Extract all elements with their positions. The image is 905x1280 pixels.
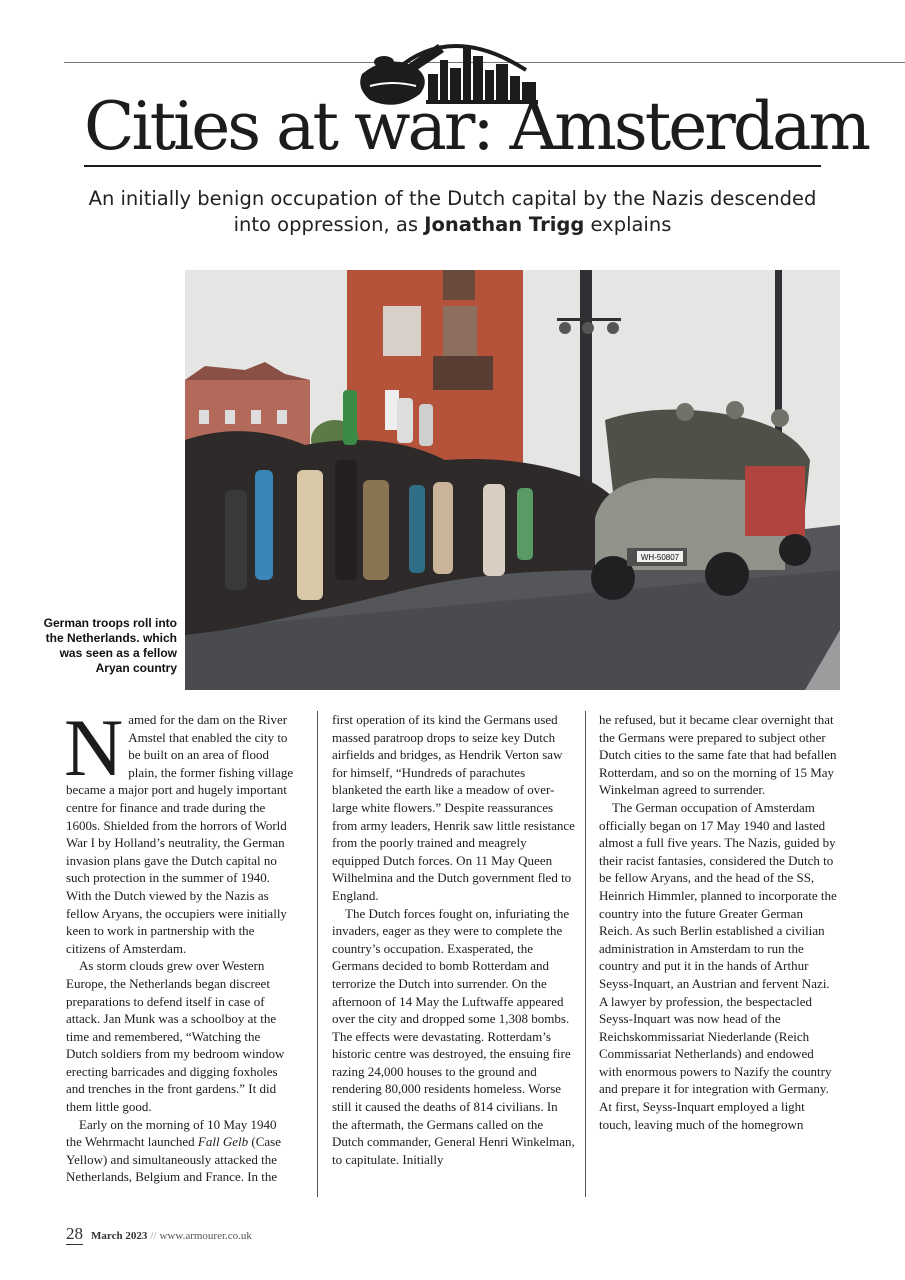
photo-caption: German troops roll into the Netherlands. which was seen as a fellow Aryan country bbox=[43, 616, 177, 675]
paragraph: he refused, but it became clear overnight that the Germans were prepared to subject other Dutch cities to the same fate that had befallen Rotterdam, and so on the morning of 15 May Winkelman agreed to surrender. bbox=[599, 712, 837, 798]
page-footer bbox=[66, 1224, 252, 1244]
photo-illustration bbox=[185, 270, 840, 690]
operation-name: Fall Gelb bbox=[197, 1134, 249, 1150]
feature-photo bbox=[185, 270, 840, 690]
body-column-2 bbox=[332, 711, 576, 1168]
author-name: Jonathan Trigg bbox=[424, 213, 585, 236]
paragraph: amed for the dam on the River Amstel that enabled the city to be built on an area of flood plain, the former fishing village became a major port and hugely important centre for finance and trade during the 1600s. Shielded from the horrors of World War I by Holland’s neutrality, the German invasion plans gave the Dutch capital no such protection in the summer of 1940. With the Dutch viewed by the Nazis as fellow Aryans, the occupiers were initially keen to work in partnership with the citizens of Amsterdam. bbox=[66, 712, 294, 956]
title-underline bbox=[84, 165, 821, 167]
issue-date: March 2023 bbox=[91, 1230, 148, 1242]
footer-separator: // bbox=[150, 1230, 157, 1242]
body-column-1 bbox=[64, 702, 294, 1186]
standfirst-text: An initially benign occupation of the Dutch capital by the Nazis descended into oppression, as bbox=[88, 187, 817, 236]
vehicle-plate: WH-50807 bbox=[640, 553, 680, 562]
paragraph bbox=[66, 1116, 294, 1186]
page-number: 28 bbox=[66, 1224, 83, 1243]
paragraph: first operation of its kind the Germans used massed paratroop drops to seize key Dutch airfields and bridges, as Hendrik Verton saw for himself, “Hundreds of parachutes blanketed the earth like a meadow of over-large white flowers.” Despite reassurances from army leaders, Henrik saw little resistance from the poorly trained and meagrely equipped Dutch forces. On 11 May Queen Wilhelmina and the Dutch government fled to England. bbox=[332, 712, 575, 903]
website-url: www.armourer.co.uk bbox=[159, 1230, 252, 1242]
standfirst bbox=[70, 186, 835, 238]
column-divider bbox=[317, 711, 318, 1197]
standfirst-end: explains bbox=[584, 213, 672, 236]
paragraph-text: (Case Yellow) and simultaneously attacked the Netherlands, Belgium and France. In the bbox=[66, 1134, 281, 1185]
paragraph-text: Early on the morning of 10 May 1940 the Wehrmacht launched bbox=[66, 1116, 277, 1150]
paragraph: The Dutch forces fought on, infuriating the invaders, eager as they were to complete the country’s occupation. Exasperated, the Germans decided to bomb Rotterdam and terrorize the Dutch into surrender. On the afternoon of 14 May the Luftwaffe appeared over the city and dropped some 1,308 bombs. The effects were devastating. Rotterdam’s historic centre was destroyed, the ensuing fire razing 24,000 houses to the ground and rendering 80,000 residents homeless. Worse still it caused the deaths of 814 civilians. In the aftermath, the Germans called on the Dutch commander, General Henri Winkelman, to capitulate. Initially bbox=[332, 905, 575, 1167]
page-title: Cities at war: Amsterdam bbox=[84, 88, 869, 165]
paragraph: The German occupation of Amsterdam officially began on 17 May 1940 and lasted almost a full five years. The Nazis, guided by their racist fantasies, considered the Dutch to be fellow Aryans, and the head of the SS, Heinrich Himmler, planned to incorporate the country into the future Greater German Reich. As such Berlin established a civilian administration in Amsterdam to run the country and put it in the hands of Arthur Seyss-Inquart, an Austrian and fervent Nazi. A lawyer by profession, the bespectacled Seyss-Inquart was now head of the Reichskommissariat Niederlande (Reich Commissariat Netherlands) and endowed with enormous powers to Nazify the country and prepare it for integration with Germany. At first, Seyss-Inquart employed a light touch, leaving much of the homegrown bbox=[599, 799, 837, 1132]
drop-cap: N bbox=[64, 702, 124, 793]
paragraph: As storm clouds grew over Western Europe, the Netherlands began discreet preparations to defend itself in case of attack. Jan Munk was a schoolboy at the time and remembered, “Watching the Dutch soldiers from my bedroom window erecting barricades and digging foxholes and trenches in the front gardens.” It did them little good. bbox=[66, 958, 285, 1115]
column-divider bbox=[585, 711, 586, 1197]
body-column-3 bbox=[599, 711, 837, 1133]
